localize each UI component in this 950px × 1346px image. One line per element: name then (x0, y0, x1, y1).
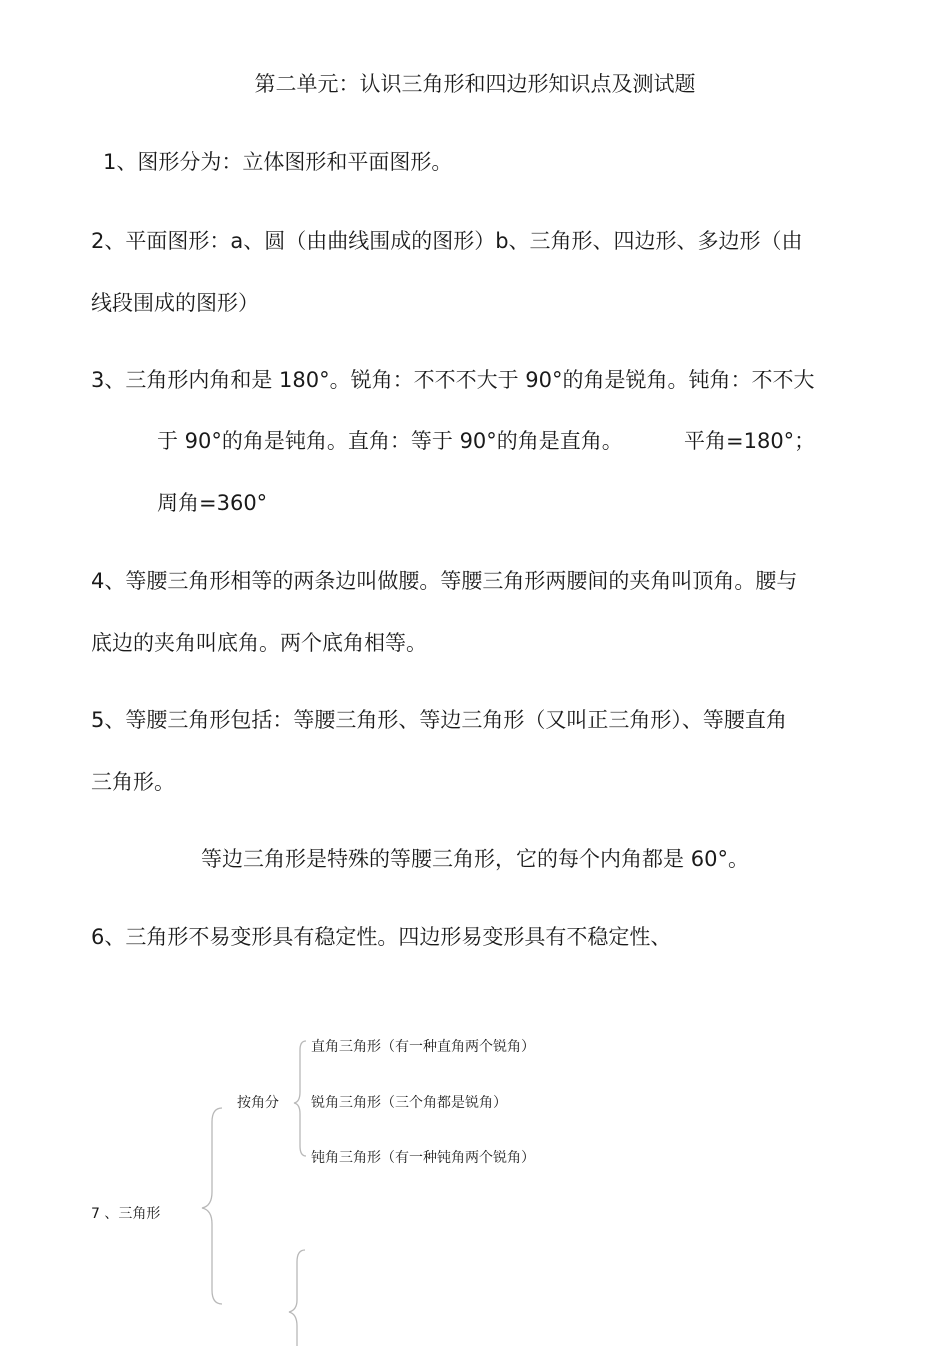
diagram-branch-by-angle: 按角分 (237, 1095, 279, 1111)
angle-brace (294, 1041, 306, 1156)
paragraph-5-note: 等边三角形是特殊的等腰三角形，它的每个内角都是 60°。 (201, 847, 749, 871)
paragraph-4-line-2: 底边的夹角叫底角。两个底角相等。 (91, 631, 427, 655)
paragraph-3-line-3: 周角=360° (157, 491, 268, 515)
paragraph-2-line-1: 2、平面图形：a、圆（由曲线围成的图形）b、三角形、四边形、多边形（由 (91, 229, 803, 253)
diagram-item-acute-triangle: 锐角三角形（三个角都是锐角） (311, 1095, 507, 1111)
root-brace (202, 1108, 222, 1304)
paragraph-4-line-1: 4、等腰三角形相等的两条边叫做腰。等腰三角形两腰间的夹角叫顶角。腰与 (91, 569, 798, 593)
paragraph-2-line-2: 线段围成的图形） (91, 291, 259, 315)
side-brace (289, 1250, 305, 1346)
paragraph-3-line-1: 3、三角形内角和是 180°。锐角：不不不大于 90°的角是锐角。钝角：不不大 (91, 368, 815, 392)
paragraph-3-line-2-straight-angle: 平角=180°； (684, 429, 816, 453)
paragraph-1: 1、图形分为：立体图形和平面图形。 (103, 150, 453, 174)
paragraph-5-line-2: 三角形。 (91, 770, 175, 794)
document-title: 第二单元：认识三角形和四边形知识点及测试题 (254, 72, 696, 96)
paragraph-3-line-2: 于 90°的角是钝角。直角：等于 90°的角是直角。 (157, 429, 623, 453)
diagram-item-obtuse-triangle: 钝角三角形（有一种钝角两个锐角） (311, 1150, 535, 1166)
paragraph-5-line-1: 5、等腰三角形包括：等腰三角形、等边三角形（又叫正三角形）、等腰直角 (91, 708, 787, 732)
diagram-root-label: 7 、三角形 (91, 1206, 161, 1222)
diagram-item-right-triangle: 直角三角形（有一种直角两个锐角） (311, 1039, 535, 1055)
paragraph-6: 6、三角形不易变形具有稳定性。四边形易变形具有不稳定性、 (91, 925, 672, 949)
